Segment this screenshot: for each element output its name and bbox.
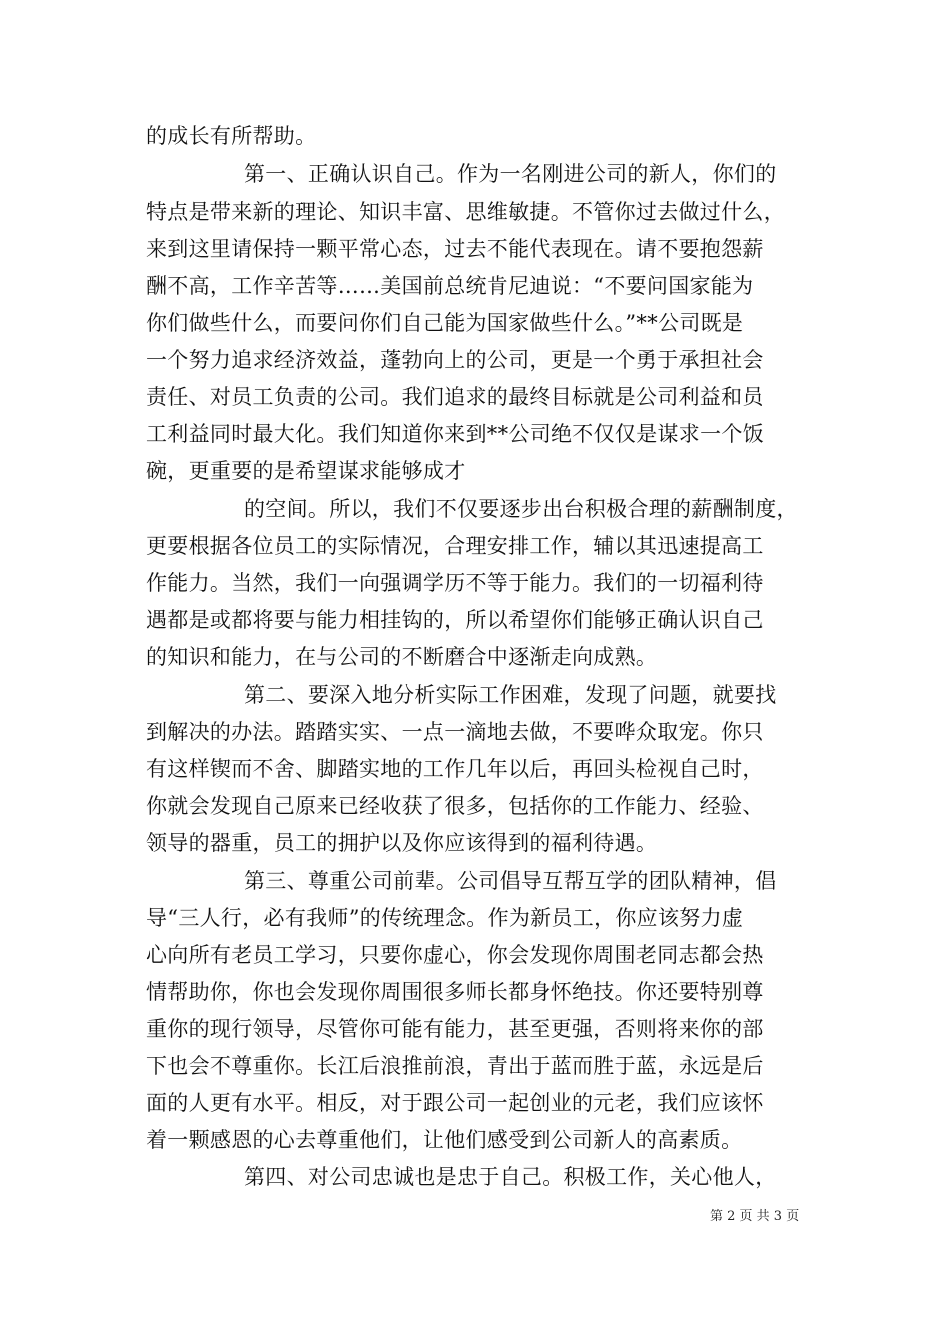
text-line: 责任、对员工负责的公司。我们追求的最终目标就是公司利益和员 xyxy=(146,385,764,409)
text-line: 第二、要深入地分析实际工作困难，发现了问题，就要找 xyxy=(244,683,777,707)
text-line: 来到这里请保持一颗平常心态，过去不能代表现在。请不要抱怨薪 xyxy=(146,237,764,261)
text-line: 到解决的办法。踏踏实实、一点一滴地去做，不要哗众取宠。你只 xyxy=(146,720,764,744)
text-line: 第四、对公司忠诚也是忠于自己。积极工作，关心他人， xyxy=(244,1165,777,1189)
text-line: 特点是带来新的理论、知识丰富、思维敏捷。不管你过去做过什么， xyxy=(146,200,785,224)
text-line: 着一颗感恩的心去尊重他们，让他们感受到公司新人的高素质。 xyxy=(146,1128,743,1152)
text-line: 作能力。当然，我们一向强调学历不等于能力。我们的一切福利待 xyxy=(146,571,764,595)
text-line: 第三、尊重公司前辈。公司倡导互帮互学的团队精神，倡 xyxy=(244,869,777,893)
text-line: 一个努力追求经济效益，蓬勃向上的公司，更是一个勇于承担社会 xyxy=(146,348,764,372)
text-line: 更要根据各位员工的实际情况，合理安排工作，辅以其迅速提高工 xyxy=(146,534,764,558)
text-line: 的空间。所以，我们不仅要逐步出台积极合理的薪酬制度， xyxy=(244,497,798,521)
text-line: 遇都是或都将要与能力相挂钩的，所以希望你们能够正确认识自己 xyxy=(146,608,764,632)
text-line: 心向所有老员工学习，只要你虚心，你会发现你周围老同志都会热 xyxy=(146,943,764,967)
text-line: 酬不高，工作辛苦等……美国前总统肯尼迪说：“不要问国家能为 xyxy=(146,274,754,298)
text-line: 第一、正确认识自己。作为一名刚进公司的新人，你们的 xyxy=(244,162,777,186)
text-line: 的知识和能力，在与公司的不断磨合中逐渐走向成熟。 xyxy=(146,645,658,669)
text-line: 工利益同时最大化。我们知道你来到**公司绝不仅仅是谋求一个饭 xyxy=(146,422,764,446)
text-line: 面的人更有水平。相反，对于跟公司一起创业的元老，我们应该怀 xyxy=(146,1091,764,1115)
text-line: 重你的现行领导，尽管你可能有能力，甚至更强，否则将来你的部 xyxy=(146,1017,764,1041)
page-number-footer: 第 2 页 共 3 页 xyxy=(710,1209,800,1224)
text-line: 下也会不尊重你。长江后浪推前浪，青出于蓝而胜于蓝，永远是后 xyxy=(146,1054,764,1078)
text-line: 你们做些什么，而要问你们自己能为国家做些什么。”**公司既是 xyxy=(146,311,744,335)
text-line: 领导的器重，员工的拥护以及你应该得到的福利待遇。 xyxy=(146,831,658,855)
text-line: 你就会发现自己原来已经收获了很多，包括你的工作能力、经验、 xyxy=(146,794,764,818)
text-line: 导“三人行，必有我师”的传统理念。作为新员工，你应该努力虚 xyxy=(146,906,744,930)
text-line: 情帮助你，你也会发现你周围很多师长都身怀绝技。你还要特别尊 xyxy=(146,980,764,1004)
text-line: 有这样锲而不舍、脚踏实地的工作几年以后，再回头检视自己时， xyxy=(146,757,764,781)
text-line: 碗，更重要的是希望谋求能够成才 xyxy=(146,459,466,483)
text-line: 的成长有所帮助。 xyxy=(146,124,317,148)
